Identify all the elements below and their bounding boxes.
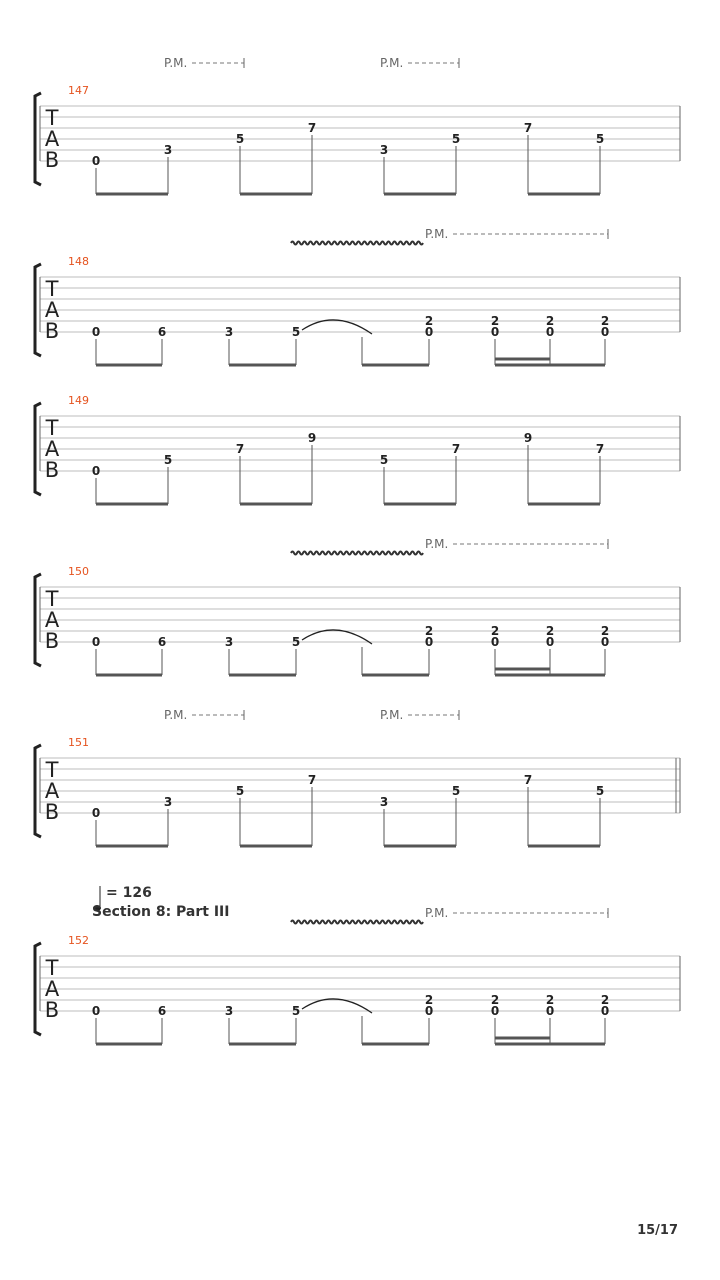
fret-number: 2 [490,993,500,1007]
fret-number: 0 [424,1004,434,1018]
vibrato-icon [291,552,423,555]
fret-number: 0 [91,1004,101,1018]
tab-letter-a: A [44,977,60,1001]
fret-number: 0 [545,635,555,649]
tab-letter-b: B [44,319,60,343]
fret-number: 0 [424,635,434,649]
measure-number: 148 [68,255,89,268]
measure-151 [35,708,680,846]
measure-150 [35,537,680,675]
fret-number: 7 [307,121,317,135]
fret-number: 0 [600,635,610,649]
fret-number: 0 [545,325,555,339]
fret-number: 7 [523,121,533,135]
fret-number: 3 [224,635,234,649]
fret-number: 2 [600,993,610,1007]
measure-147 [35,56,680,194]
fret-number: 2 [490,314,500,328]
fret-number: 2 [545,993,555,1007]
fret-number: 0 [91,325,101,339]
tab-letter-b: B [44,998,60,1022]
palm-mute-2-label: P.M. [380,56,404,70]
fret-number: 3 [224,325,234,339]
fret-number: 0 [545,1004,555,1018]
tab-letter-t: T [45,758,59,782]
fret-number: 9 [307,431,317,445]
tab-letter-a: A [44,127,60,151]
fret-number: 6 [157,1004,167,1018]
tab-letter-a: A [44,298,60,322]
fret-number: 5 [163,453,173,467]
fret-number: 0 [600,325,610,339]
vibrato-icon [291,921,423,924]
page-number: 15/17 [637,1223,678,1238]
fret-number: 2 [424,993,434,1007]
tab-letter-b: B [44,148,60,172]
fret-number: 2 [490,624,500,638]
fret-number: 5 [451,784,461,798]
vibrato-icon [291,242,423,245]
fret-number: 3 [163,795,173,809]
fret-number: 0 [91,635,101,649]
fret-number: 7 [595,442,605,456]
measure-number: 149 [68,394,89,407]
fret-number: 0 [490,1004,500,1018]
tempo-value: = 126 [106,885,152,901]
measure-number: 150 [68,565,89,578]
tab-letter-b: B [44,458,60,482]
fret-number: 7 [451,442,461,456]
fret-number: 7 [235,442,245,456]
fret-number: 0 [600,1004,610,1018]
measure-148 [35,227,680,365]
palm-mute-label: P.M. [425,227,449,241]
measure-number: 151 [68,736,89,749]
fret-number: 3 [163,143,173,157]
fret-number: 2 [600,624,610,638]
tab-letter-b: B [44,800,60,824]
fret-number: 9 [523,431,533,445]
fret-number: 5 [451,132,461,146]
palm-mute-2-label: P.M. [380,708,404,722]
tab-letter-a: A [44,437,60,461]
palm-mute-1-label: P.M. [164,56,188,70]
fret-number: 6 [157,325,167,339]
tab-letter-t: T [45,956,59,980]
fret-number: 5 [379,453,389,467]
palm-mute-label: P.M. [425,537,449,551]
fret-number: 6 [157,635,167,649]
tab-letter-t: T [45,587,59,611]
fret-number: 2 [545,624,555,638]
fret-number: 5 [291,635,301,649]
fret-number: 2 [600,314,610,328]
tab-letter-t: T [45,106,59,130]
tab-letter-t: T [45,277,59,301]
tab-letter-t: T [45,416,59,440]
fret-number: 5 [235,784,245,798]
tempo-marking [92,885,229,920]
tab-letter-a: A [44,779,60,803]
fret-number: 2 [545,314,555,328]
fret-number: 5 [291,1004,301,1018]
fret-number: 0 [91,464,101,478]
tab-letter-b: B [44,629,60,653]
fret-number: 3 [379,143,389,157]
fret-number: 2 [424,624,434,638]
fret-number: 5 [235,132,245,146]
palm-mute-1-label: P.M. [164,708,188,722]
fret-number: 0 [490,325,500,339]
measure-149 [35,394,680,504]
fret-number: 0 [91,154,101,168]
fret-number: 7 [307,773,317,787]
fret-number: 3 [379,795,389,809]
fret-number: 0 [490,635,500,649]
measure-number: 152 [68,934,89,947]
fret-number: 5 [291,325,301,339]
palm-mute-label: P.M. [425,906,449,920]
fret-number: 7 [523,773,533,787]
fret-number: 0 [424,325,434,339]
section-label: Section 8: Part III [92,904,230,920]
tab-letter-a: A [44,608,60,632]
measure-152 [35,885,680,1044]
fret-number: 5 [595,784,605,798]
measure-number: 147 [68,84,89,97]
fret-number: 3 [224,1004,234,1018]
fret-number: 0 [91,806,101,820]
fret-number: 2 [424,314,434,328]
fret-number: 5 [595,132,605,146]
